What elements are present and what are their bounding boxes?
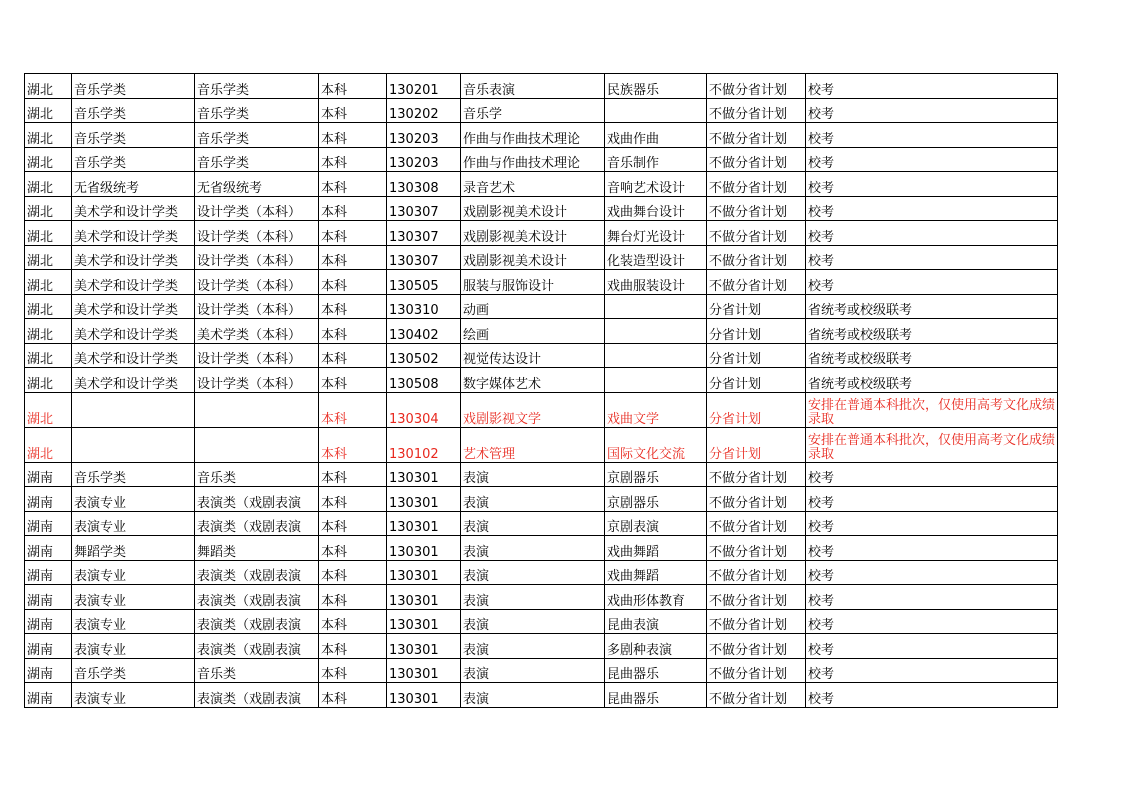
major-code-cell: 130301 — [387, 585, 461, 610]
exam-type-cell: 校考 — [806, 487, 1058, 512]
exam-category-cell: 音乐学类 — [72, 123, 195, 148]
level-cell: 本科 — [319, 536, 387, 561]
level-cell: 本科 — [319, 560, 387, 585]
major-code-cell: 130301 — [387, 487, 461, 512]
enrollment-table — [24, 73, 1058, 708]
direction-cell: 戏曲舞蹈 — [605, 560, 707, 585]
level-cell: 本科 — [319, 392, 387, 427]
major-name-cell: 作曲与作曲技术理论 — [461, 123, 605, 148]
level-cell: 本科 — [319, 172, 387, 197]
exam-type-cell: 校考 — [806, 221, 1058, 246]
major-name-cell: 表演 — [461, 658, 605, 683]
province-cell: 湖南 — [25, 511, 72, 536]
subject-category-cell: 设计学类（本科） — [195, 270, 319, 295]
level-cell: 本科 — [319, 427, 387, 462]
exam-category-cell: 美术学和设计学类 — [72, 294, 195, 319]
exam-category-cell: 美术学和设计学类 — [72, 343, 195, 368]
major-name-cell: 服装与服饰设计 — [461, 270, 605, 295]
plan-cell: 分省计划 — [707, 392, 806, 427]
level-cell: 本科 — [319, 74, 387, 99]
exam-type-cell: 安排在普通本科批次，仅使用高考文化成绩录取 — [806, 427, 1058, 462]
exam-category-cell: 表演专业 — [72, 683, 195, 708]
table-row — [25, 368, 1058, 393]
direction-cell: 国际文化交流 — [605, 427, 707, 462]
level-cell: 本科 — [319, 585, 387, 610]
subject-category-cell: 舞蹈类 — [195, 536, 319, 561]
exam-category-cell: 美术学和设计学类 — [72, 245, 195, 270]
plan-cell: 分省计划 — [707, 427, 806, 462]
exam-type-cell: 校考 — [806, 245, 1058, 270]
subject-category-cell: 音乐学类 — [195, 98, 319, 123]
exam-type-cell: 校考 — [806, 462, 1058, 487]
major-code-cell: 130203 — [387, 147, 461, 172]
table-body — [25, 74, 1058, 708]
major-code-cell: 130505 — [387, 270, 461, 295]
plan-cell: 不做分省计划 — [707, 683, 806, 708]
exam-category-cell: 表演专业 — [72, 511, 195, 536]
exam-type-cell: 校考 — [806, 609, 1058, 634]
table-row — [25, 343, 1058, 368]
major-name-cell: 表演 — [461, 560, 605, 585]
province-cell: 湖南 — [25, 658, 72, 683]
province-cell: 湖北 — [25, 270, 72, 295]
major-code-cell: 130301 — [387, 536, 461, 561]
direction-cell: 戏曲形体教育 — [605, 585, 707, 610]
plan-cell: 不做分省计划 — [707, 511, 806, 536]
exam-category-cell: 音乐学类 — [72, 98, 195, 123]
direction-cell — [605, 319, 707, 344]
exam-category-cell: 美术学和设计学类 — [72, 368, 195, 393]
subject-category-cell: 音乐学类 — [195, 74, 319, 99]
direction-cell: 昆曲表演 — [605, 609, 707, 634]
major-code-cell: 130202 — [387, 98, 461, 123]
exam-type-cell: 校考 — [806, 74, 1058, 99]
subject-category-cell: 设计学类（本科） — [195, 343, 319, 368]
major-code-cell: 130307 — [387, 196, 461, 221]
major-name-cell: 表演 — [461, 585, 605, 610]
exam-category-cell: 美术学和设计学类 — [72, 319, 195, 344]
major-code-cell: 130301 — [387, 658, 461, 683]
exam-type-cell: 校考 — [806, 172, 1058, 197]
province-cell: 湖北 — [25, 172, 72, 197]
table-row — [25, 294, 1058, 319]
major-code-cell: 130201 — [387, 74, 461, 99]
major-name-cell: 戏剧影视文学 — [461, 392, 605, 427]
table-row — [25, 511, 1058, 536]
major-code-cell: 130301 — [387, 511, 461, 536]
level-cell: 本科 — [319, 245, 387, 270]
exam-category-cell: 美术学和设计学类 — [72, 221, 195, 246]
level-cell: 本科 — [319, 634, 387, 659]
exam-type-cell: 校考 — [806, 634, 1058, 659]
plan-cell: 不做分省计划 — [707, 462, 806, 487]
province-cell: 湖北 — [25, 221, 72, 246]
major-name-cell: 表演 — [461, 634, 605, 659]
exam-category-cell: 表演专业 — [72, 585, 195, 610]
plan-cell: 不做分省计划 — [707, 172, 806, 197]
exam-type-cell: 校考 — [806, 585, 1058, 610]
plan-cell: 不做分省计划 — [707, 221, 806, 246]
subject-category-cell — [195, 392, 319, 427]
province-cell: 湖北 — [25, 294, 72, 319]
table-row — [25, 462, 1058, 487]
major-name-cell: 音乐表演 — [461, 74, 605, 99]
subject-category-cell: 美术学类（本科） — [195, 319, 319, 344]
exam-type-cell: 校考 — [806, 147, 1058, 172]
major-name-cell: 音乐学 — [461, 98, 605, 123]
major-code-cell: 130301 — [387, 683, 461, 708]
exam-type-cell: 校考 — [806, 98, 1058, 123]
subject-category-cell: 音乐类 — [195, 658, 319, 683]
plan-cell: 不做分省计划 — [707, 487, 806, 512]
plan-cell: 不做分省计划 — [707, 74, 806, 99]
subject-category-cell: 无省级统考 — [195, 172, 319, 197]
subject-category-cell: 设计学类（本科） — [195, 221, 319, 246]
direction-cell: 戏曲服装设计 — [605, 270, 707, 295]
major-code-cell: 130304 — [387, 392, 461, 427]
direction-cell: 舞台灯光设计 — [605, 221, 707, 246]
exam-type-cell: 省统考或校级联考 — [806, 343, 1058, 368]
subject-category-cell — [195, 427, 319, 462]
major-code-cell: 130301 — [387, 560, 461, 585]
table-row — [25, 319, 1058, 344]
exam-category-cell: 表演专业 — [72, 487, 195, 512]
major-name-cell: 视觉传达设计 — [461, 343, 605, 368]
level-cell: 本科 — [319, 270, 387, 295]
level-cell: 本科 — [319, 462, 387, 487]
table-row — [25, 609, 1058, 634]
major-name-cell: 戏剧影视美术设计 — [461, 245, 605, 270]
exam-type-cell: 校考 — [806, 536, 1058, 561]
exam-type-cell: 校考 — [806, 196, 1058, 221]
subject-category-cell: 表演类（戏剧表演 — [195, 683, 319, 708]
exam-type-cell: 校考 — [806, 560, 1058, 585]
plan-cell: 不做分省计划 — [707, 196, 806, 221]
subject-category-cell: 音乐学类 — [195, 147, 319, 172]
exam-type-cell: 校考 — [806, 683, 1058, 708]
exam-type-cell: 校考 — [806, 658, 1058, 683]
direction-cell: 音乐制作 — [605, 147, 707, 172]
plan-cell: 不做分省计划 — [707, 560, 806, 585]
table-row — [25, 270, 1058, 295]
major-name-cell: 表演 — [461, 609, 605, 634]
major-code-cell: 130310 — [387, 294, 461, 319]
plan-cell: 不做分省计划 — [707, 245, 806, 270]
table-row — [25, 196, 1058, 221]
plan-cell: 分省计划 — [707, 319, 806, 344]
province-cell: 湖南 — [25, 585, 72, 610]
province-cell: 湖北 — [25, 196, 72, 221]
table-row — [25, 658, 1058, 683]
subject-category-cell: 表演类（戏剧表演 — [195, 634, 319, 659]
level-cell: 本科 — [319, 368, 387, 393]
exam-category-cell: 表演专业 — [72, 634, 195, 659]
major-name-cell: 绘画 — [461, 319, 605, 344]
province-cell: 湖北 — [25, 245, 72, 270]
direction-cell: 昆曲器乐 — [605, 658, 707, 683]
province-cell: 湖南 — [25, 487, 72, 512]
direction-cell: 多剧种表演 — [605, 634, 707, 659]
table-row — [25, 683, 1058, 708]
exam-type-cell: 省统考或校级联考 — [806, 294, 1058, 319]
level-cell: 本科 — [319, 221, 387, 246]
exam-type-cell: 安排在普通本科批次，仅使用高考文化成绩录取 — [806, 392, 1058, 427]
level-cell: 本科 — [319, 487, 387, 512]
plan-cell: 分省计划 — [707, 368, 806, 393]
level-cell: 本科 — [319, 319, 387, 344]
exam-type-cell: 校考 — [806, 123, 1058, 148]
plan-cell: 分省计划 — [707, 294, 806, 319]
table-row — [25, 74, 1058, 99]
exam-category-cell: 舞蹈学类 — [72, 536, 195, 561]
major-code-cell: 130102 — [387, 427, 461, 462]
subject-category-cell: 表演类（戏剧表演 — [195, 585, 319, 610]
province-cell: 湖北 — [25, 392, 72, 427]
major-code-cell: 130308 — [387, 172, 461, 197]
province-cell: 湖北 — [25, 319, 72, 344]
direction-cell — [605, 343, 707, 368]
exam-type-cell: 省统考或校级联考 — [806, 319, 1058, 344]
major-name-cell: 戏剧影视美术设计 — [461, 196, 605, 221]
major-name-cell: 表演 — [461, 511, 605, 536]
exam-category-cell: 美术学和设计学类 — [72, 270, 195, 295]
direction-cell: 戏曲舞蹈 — [605, 536, 707, 561]
direction-cell — [605, 368, 707, 393]
exam-category-cell: 表演专业 — [72, 560, 195, 585]
major-name-cell: 作曲与作曲技术理论 — [461, 147, 605, 172]
plan-cell: 不做分省计划 — [707, 147, 806, 172]
level-cell: 本科 — [319, 609, 387, 634]
subject-category-cell: 音乐学类 — [195, 123, 319, 148]
level-cell: 本科 — [319, 147, 387, 172]
major-name-cell: 表演 — [461, 536, 605, 561]
exam-category-cell: 美术学和设计学类 — [72, 196, 195, 221]
level-cell: 本科 — [319, 196, 387, 221]
direction-cell: 京剧器乐 — [605, 487, 707, 512]
direction-cell: 化装造型设计 — [605, 245, 707, 270]
province-cell: 湖南 — [25, 462, 72, 487]
plan-cell: 分省计划 — [707, 343, 806, 368]
province-cell: 湖北 — [25, 343, 72, 368]
major-name-cell: 动画 — [461, 294, 605, 319]
level-cell: 本科 — [319, 683, 387, 708]
province-cell: 湖北 — [25, 123, 72, 148]
table-row — [25, 585, 1058, 610]
table-row — [25, 560, 1058, 585]
major-name-cell: 戏剧影视美术设计 — [461, 221, 605, 246]
table-row — [25, 123, 1058, 148]
exam-category-cell: 音乐学类 — [72, 658, 195, 683]
major-code-cell: 130402 — [387, 319, 461, 344]
subject-category-cell: 设计学类（本科） — [195, 196, 319, 221]
subject-category-cell: 表演类（戏剧表演 — [195, 511, 319, 536]
table-row — [25, 392, 1058, 427]
plan-cell: 不做分省计划 — [707, 270, 806, 295]
exam-category-cell: 表演专业 — [72, 609, 195, 634]
major-code-cell: 130502 — [387, 343, 461, 368]
table-row — [25, 245, 1058, 270]
subject-category-cell: 音乐类 — [195, 462, 319, 487]
plan-cell: 不做分省计划 — [707, 123, 806, 148]
major-name-cell: 录音艺术 — [461, 172, 605, 197]
major-code-cell: 130307 — [387, 245, 461, 270]
province-cell: 湖北 — [25, 98, 72, 123]
direction-cell: 戏曲舞台设计 — [605, 196, 707, 221]
subject-category-cell: 设计学类（本科） — [195, 294, 319, 319]
direction-cell: 京剧表演 — [605, 511, 707, 536]
direction-cell — [605, 294, 707, 319]
exam-category-cell — [72, 392, 195, 427]
exam-type-cell: 校考 — [806, 511, 1058, 536]
subject-category-cell: 设计学类（本科） — [195, 245, 319, 270]
province-cell: 湖南 — [25, 609, 72, 634]
level-cell: 本科 — [319, 98, 387, 123]
province-cell: 湖北 — [25, 147, 72, 172]
direction-cell: 京剧器乐 — [605, 462, 707, 487]
table-row — [25, 487, 1058, 512]
major-name-cell: 数字媒体艺术 — [461, 368, 605, 393]
exam-category-cell — [72, 427, 195, 462]
table-row — [25, 221, 1058, 246]
level-cell: 本科 — [319, 658, 387, 683]
level-cell: 本科 — [319, 343, 387, 368]
direction-cell: 戏曲作曲 — [605, 123, 707, 148]
level-cell: 本科 — [319, 123, 387, 148]
table-row — [25, 634, 1058, 659]
table-row — [25, 147, 1058, 172]
province-cell: 湖北 — [25, 74, 72, 99]
plan-cell: 不做分省计划 — [707, 658, 806, 683]
province-cell: 湖南 — [25, 536, 72, 561]
level-cell: 本科 — [319, 511, 387, 536]
major-code-cell: 130301 — [387, 609, 461, 634]
subject-category-cell: 表演类（戏剧表演 — [195, 609, 319, 634]
table-row — [25, 98, 1058, 123]
direction-cell: 昆曲器乐 — [605, 683, 707, 708]
exam-type-cell: 校考 — [806, 270, 1058, 295]
exam-category-cell: 音乐学类 — [72, 462, 195, 487]
province-cell: 湖南 — [25, 683, 72, 708]
direction-cell: 民族器乐 — [605, 74, 707, 99]
subject-category-cell: 表演类（戏剧表演 — [195, 487, 319, 512]
major-code-cell: 130307 — [387, 221, 461, 246]
exam-category-cell: 音乐学类 — [72, 147, 195, 172]
major-name-cell: 艺术管理 — [461, 427, 605, 462]
plan-cell: 不做分省计划 — [707, 634, 806, 659]
exam-type-cell: 省统考或校级联考 — [806, 368, 1058, 393]
table-row — [25, 172, 1058, 197]
major-name-cell: 表演 — [461, 487, 605, 512]
subject-category-cell: 表演类（戏剧表演 — [195, 560, 319, 585]
province-cell: 湖南 — [25, 560, 72, 585]
plan-cell: 不做分省计划 — [707, 609, 806, 634]
exam-category-cell: 音乐学类 — [72, 74, 195, 99]
province-cell: 湖北 — [25, 427, 72, 462]
major-code-cell: 130203 — [387, 123, 461, 148]
major-code-cell: 130301 — [387, 634, 461, 659]
table-row — [25, 427, 1058, 462]
exam-category-cell: 无省级统考 — [72, 172, 195, 197]
major-name-cell: 表演 — [461, 683, 605, 708]
major-code-cell: 130301 — [387, 462, 461, 487]
table-row — [25, 536, 1058, 561]
province-cell: 湖南 — [25, 634, 72, 659]
direction-cell: 戏曲文学 — [605, 392, 707, 427]
plan-cell: 不做分省计划 — [707, 536, 806, 561]
level-cell: 本科 — [319, 294, 387, 319]
subject-category-cell: 设计学类（本科） — [195, 368, 319, 393]
province-cell: 湖北 — [25, 368, 72, 393]
plan-cell: 不做分省计划 — [707, 98, 806, 123]
direction-cell — [605, 98, 707, 123]
direction-cell: 音响艺术设计 — [605, 172, 707, 197]
major-code-cell: 130508 — [387, 368, 461, 393]
plan-cell: 不做分省计划 — [707, 585, 806, 610]
major-name-cell: 表演 — [461, 462, 605, 487]
